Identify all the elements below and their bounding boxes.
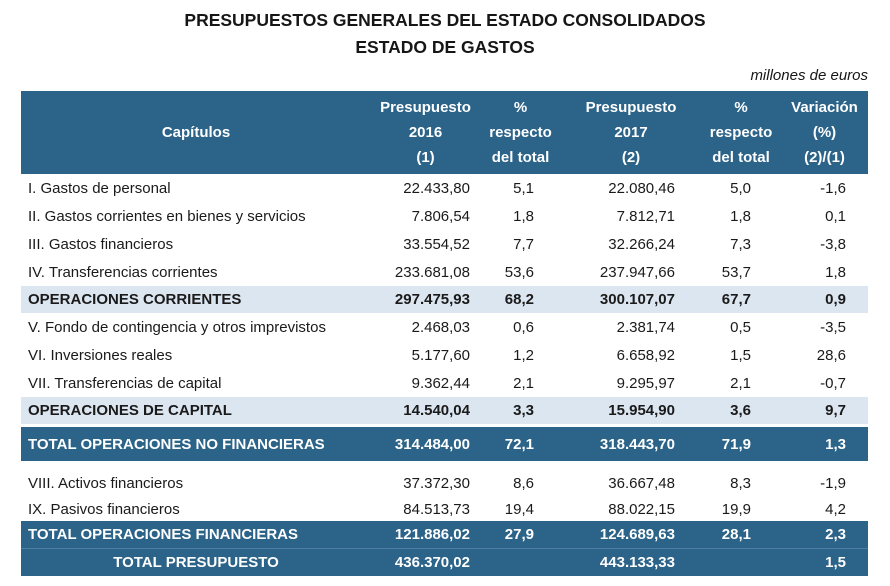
- value-2016: 9.362,44: [371, 369, 480, 397]
- pct-2016: [480, 549, 561, 577]
- value-2017: 36.667,48: [561, 469, 701, 497]
- table-row-inversiones-reales: [21, 341, 868, 369]
- col-header-presupuesto-2016: Presupuesto 2016 (1): [371, 91, 480, 174]
- table-row-transferencias-corrientes: [21, 258, 868, 286]
- table-row-fondo-contingencia: [21, 313, 868, 341]
- page-title-line2: ESTADO DE GASTOS: [355, 37, 535, 57]
- pct-2016: 8,6: [480, 469, 561, 497]
- value-2017: 237.947,66: [561, 258, 701, 286]
- variacion: -0,7: [781, 369, 868, 397]
- pct-2016: 1,2: [480, 341, 561, 369]
- variacion: 0,1: [781, 202, 868, 230]
- value-2017: 124.689,63: [561, 521, 701, 549]
- value-2016: 37.372,30: [371, 469, 480, 497]
- value-2017: 300.107,07: [561, 286, 701, 313]
- table-row-gastos-financieros: [21, 230, 868, 258]
- variacion: -1,9: [781, 469, 868, 497]
- value-2016: 22.433,80: [371, 174, 480, 202]
- row-label: VI. Inversiones reales: [21, 341, 371, 369]
- pct-2017: 28,1: [701, 521, 781, 549]
- pct-2017: 1,5: [701, 341, 781, 369]
- budget-table: [21, 91, 868, 576]
- table-row-gastos-personal: [21, 174, 868, 202]
- row-label: OPERACIONES CORRIENTES: [21, 286, 371, 313]
- subtotal-row-operaciones-corrientes: [21, 286, 868, 313]
- pct-2017: 53,7: [701, 258, 781, 286]
- pct-2016: 19,4: [480, 497, 561, 521]
- page-title: [0, 7, 890, 61]
- pct-2017: 7,3: [701, 230, 781, 258]
- value-2017: 9.295,97: [561, 369, 701, 397]
- pct-2017: 19,9: [701, 497, 781, 521]
- pct-2016: 68,2: [480, 286, 561, 313]
- value-2016: 314.484,00: [371, 427, 480, 461]
- pct-2016: 2,1: [480, 369, 561, 397]
- subtotal-row-operaciones-capital: [21, 397, 868, 424]
- value-2017: 15.954,90: [561, 397, 701, 424]
- row-label: IV. Transferencias corrientes: [21, 258, 371, 286]
- table-row-gastos-corrientes: [21, 202, 868, 230]
- col-header-variacion: Variación (%) (2)/(1): [781, 91, 868, 174]
- variacion: 1,5: [781, 549, 868, 577]
- total-row-operaciones-financieras: [21, 521, 868, 549]
- col-header-presupuesto-2017: Presupuesto 2017 (2): [561, 91, 701, 174]
- table-row-pasivos-financieros: [21, 497, 868, 521]
- value-2016: 84.513,73: [371, 497, 480, 521]
- variacion: 0,9: [781, 286, 868, 313]
- pct-2017: 5,0: [701, 174, 781, 202]
- pct-2016: 27,9: [480, 521, 561, 549]
- value-2016: 14.540,04: [371, 397, 480, 424]
- page-title-line1: PRESUPUESTOS GENERALES DEL ESTADO CONSOLIDADOS: [184, 10, 706, 30]
- value-2016: 7.806,54: [371, 202, 480, 230]
- pct-2016: 0,6: [480, 313, 561, 341]
- value-2017: 88.022,15: [561, 497, 701, 521]
- row-label: IX. Pasivos financieros: [21, 497, 371, 521]
- pct-2017: 67,7: [701, 286, 781, 313]
- value-2016: 436.370,02: [371, 549, 480, 577]
- variacion: 2,3: [781, 521, 868, 549]
- value-2016: 121.886,02: [371, 521, 480, 549]
- value-2017: 7.812,71: [561, 202, 701, 230]
- variacion: -3,8: [781, 230, 868, 258]
- pct-2017: [701, 549, 781, 577]
- total-row-operaciones-no-financieras: [21, 427, 868, 461]
- pct-2016: 3,3: [480, 397, 561, 424]
- value-2016: 2.468,03: [371, 313, 480, 341]
- value-2016: 297.475,93: [371, 286, 480, 313]
- table-row-transferencias-capital: [21, 369, 868, 397]
- row-label: I. Gastos de personal: [21, 174, 371, 202]
- row-label: VIII. Activos financieros: [21, 469, 371, 497]
- variacion: 28,6: [781, 341, 868, 369]
- value-2016: 33.554,52: [371, 230, 480, 258]
- value-2016: 5.177,60: [371, 341, 480, 369]
- pct-2016: 1,8: [480, 202, 561, 230]
- pct-2016: 7,7: [480, 230, 561, 258]
- pct-2016: 5,1: [480, 174, 561, 202]
- pct-2017: 1,8: [701, 202, 781, 230]
- value-2017: 22.080,46: [561, 174, 701, 202]
- row-label: TOTAL OPERACIONES FINANCIERAS: [21, 521, 371, 549]
- pct-2017: 8,3: [701, 469, 781, 497]
- value-2017: 318.443,70: [561, 427, 701, 461]
- col-header-pct-2016: % respecto del total: [480, 91, 561, 174]
- value-2017: 6.658,92: [561, 341, 701, 369]
- row-label: II. Gastos corrientes en bienes y servicios: [21, 202, 371, 230]
- value-2017: 32.266,24: [561, 230, 701, 258]
- col-header-pct-2017: % respecto del total: [701, 91, 781, 174]
- pct-2017: 2,1: [701, 369, 781, 397]
- variacion: 1,3: [781, 427, 868, 461]
- row-label: OPERACIONES DE CAPITAL: [21, 397, 371, 424]
- row-label: TOTAL OPERACIONES NO FINANCIERAS: [21, 427, 371, 461]
- variacion: -3,5: [781, 313, 868, 341]
- pct-2017: 3,6: [701, 397, 781, 424]
- variacion: 9,7: [781, 397, 868, 424]
- table-header-row: [21, 91, 868, 174]
- variacion: 1,8: [781, 258, 868, 286]
- variacion: 4,2: [781, 497, 868, 521]
- row-label: V. Fondo de contingencia y otros imprevistos: [21, 313, 371, 341]
- pct-2017: 0,5: [701, 313, 781, 341]
- row-label: TOTAL PRESUPUESTO: [21, 549, 371, 577]
- row-label: III. Gastos financieros: [21, 230, 371, 258]
- pct-2017: 71,9: [701, 427, 781, 461]
- pct-2016: 53,6: [480, 258, 561, 286]
- value-2017: 2.381,74: [561, 313, 701, 341]
- table-row-activos-financieros: [21, 469, 868, 497]
- value-2016: 233.681,08: [371, 258, 480, 286]
- col-header-capitulos: Capítulos: [21, 91, 371, 174]
- pct-2016: 72,1: [480, 427, 561, 461]
- value-2017: 443.133,33: [561, 549, 701, 577]
- grand-total-row-presupuesto: [21, 549, 868, 577]
- units-note: millones de euros: [750, 67, 868, 84]
- row-spacer: [21, 461, 868, 469]
- variacion: -1,6: [781, 174, 868, 202]
- row-label: VII. Transferencias de capital: [21, 369, 371, 397]
